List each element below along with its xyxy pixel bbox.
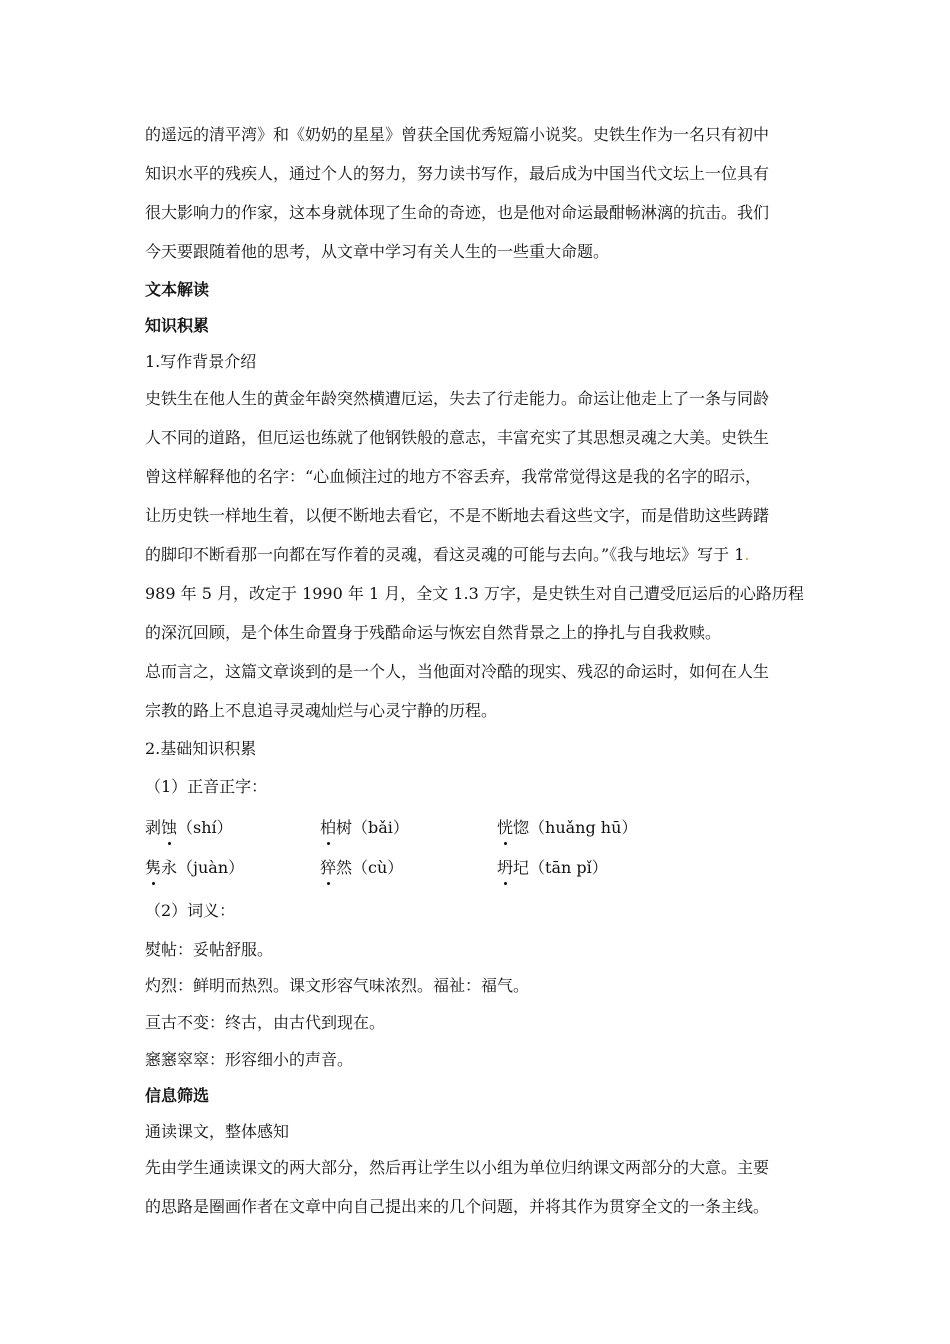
pron-item: [145, 857, 244, 879]
pron-reading: （shí）: [177, 818, 233, 837]
read-line: 的思路是圈画作者在文章中向自己提出来的几个问题，并将其作为贯穿全文的一条主线。: [145, 1197, 770, 1216]
background-line: 史铁生在他人生的黄金年龄突然横遭厄运，失去了行走能力。命运让他走上了一条与同龄: [145, 389, 770, 408]
vocab-title: （2）词义：: [145, 901, 236, 920]
heading-info-screening: 信息筛选: [145, 1086, 210, 1105]
background-line-text: 的脚印不断看那一向都在写作着的灵魂，看这灵魂的可能与去向。”《我与地坛》写于 1: [145, 545, 745, 564]
pron-item: [497, 817, 637, 839]
vocab-item: 熨帖：妥帖舒服。: [145, 940, 274, 959]
intro-line: 知识水平的残疾人，通过个人的努力，努力读书写作，最后成为中国当代文坛上一位具有: [145, 164, 770, 183]
pron-char: 剥: [145, 818, 162, 837]
read-line: 先由学生通读课文的两大部分，然后再让学生以小组为单位归纳课文两部分的大意。主要: [145, 1158, 770, 1177]
pron-dotted-char: 猝: [320, 858, 337, 877]
background-line: 989 年 5 月，改定于 1990 年 1 月，全文 1.3 万字，是史铁生对自己遭受厄运后的心路历程: [145, 584, 804, 603]
background-line: 人不同的道路，但厄运也练就了他钢铁般的意志，丰富充实了其思想灵魂之大美。史铁生: [145, 428, 770, 447]
background-line: 曾这样解释他的名字：“心血倾注过的地方不容丢弃，我常常觉得这是我的名字的昭示，: [145, 467, 762, 486]
pron-item: [320, 817, 409, 839]
pron-dotted-char: 蚀: [161, 818, 178, 837]
heading-knowledge: 知识积累: [145, 316, 210, 335]
pron-item: [320, 857, 403, 879]
edit-mark: .: [744, 545, 750, 564]
vocab-item: 灼烈：鲜明而热烈。课文形容气味浓烈。福祉：福气。: [145, 976, 530, 995]
pron-reading: 树（bǎi）: [336, 818, 409, 837]
pron-reading: 永（juàn）: [161, 858, 245, 877]
intro-line: 的遥远的清平湾》和《奶奶的星星》曾获全国优秀短篇小说奖。史铁生作为一名只有初中: [145, 125, 770, 144]
heading-text-reading: 文本解读: [145, 280, 210, 299]
pron-dotted-char: 恍: [497, 818, 514, 837]
background-line: 让历史铁一样地生着，以便不断地去看它，不是不断地去看这些文字，而是借助这些踌躇: [145, 506, 770, 525]
vocab-item: 窸窸窣窣：形容细小的声音。: [145, 1050, 354, 1069]
summary-line: 总而言之，这篇文章谈到的是一个人，当他面对冷酷的现实、残忍的命运时，如何在人生: [145, 662, 770, 681]
pron-item: [497, 857, 608, 879]
background-line: 的深沉回顾，是个体生命置身于残酷命运与恢宏自然背景之上的挣扎与自我救赎。: [145, 623, 722, 642]
pron-reading: 惚（huǎng hū）: [513, 818, 638, 837]
intro-line: 很大影响力的作家，这本身就体现了生命的奇迹，也是他对命运最酣畅淋漓的抗击。我们: [145, 203, 770, 222]
section-1-title: 1.写作背景介绍: [145, 352, 257, 371]
intro-line: 今天要跟随着他的思考，从文章中学习有关人生的一些重大命题。: [145, 242, 610, 261]
pronunciation-title: （1）正音正字：: [145, 777, 268, 796]
pron-reading: 然（cù）: [336, 858, 404, 877]
pron-dotted-char: 柏: [320, 818, 337, 837]
vocab-item: 亘古不变：终古，由古代到现在。: [145, 1013, 386, 1032]
read-title: 通读课文，整体感知: [145, 1122, 290, 1141]
section-2-title: 2.基础知识积累: [145, 739, 257, 758]
summary-line: 宗教的路上不息追寻灵魂灿烂与心灵宁静的历程。: [145, 701, 498, 720]
pron-reading: 圮（tān pǐ）: [513, 858, 608, 877]
pron-dotted-char: 坍: [497, 858, 514, 877]
pron-dotted-char: 隽: [145, 858, 162, 877]
background-line: [145, 544, 750, 566]
pron-item: [145, 817, 233, 839]
